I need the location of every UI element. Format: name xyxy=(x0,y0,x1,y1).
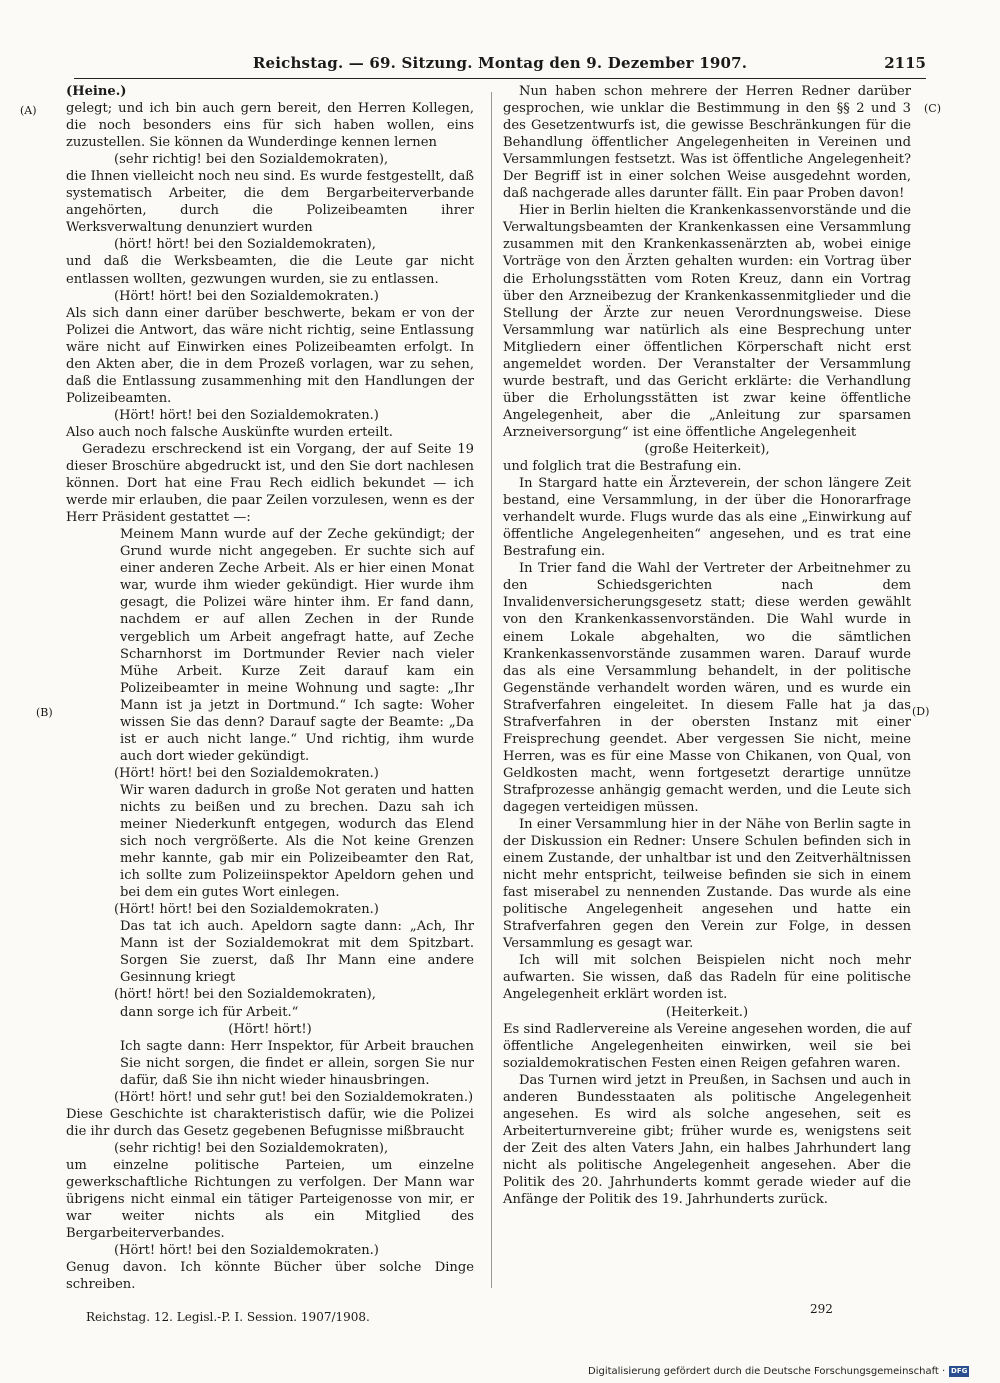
interjection: (sehr richtig! bei den Sozialdemokraten), xyxy=(114,152,389,168)
interjection: (hört! hört! bei den Sozialdemokraten), xyxy=(114,987,376,1003)
paragraph: und daß die Werksbeamten, die die Leute gar nicht entlassen wollten, gezwungen wurden, sie zu entlassen. xyxy=(66,254,474,287)
margin-marker-d: (D) xyxy=(912,705,930,718)
interjection: (Hört! hört! bei den Sozialdemokraten.) xyxy=(114,288,379,304)
margin-marker-c: (C) xyxy=(924,102,941,115)
paragraph: dann sorge ich für Arbeit.“ xyxy=(120,1004,299,1020)
paragraph: und folglich trat die Bestrafung ein. xyxy=(503,459,742,475)
running-header xyxy=(74,50,926,79)
sheet-number: 292 xyxy=(810,1302,833,1316)
margin-marker-b: (B) xyxy=(36,706,53,719)
paragraph: Nun haben schon mehrere der Herren Redner darüber gesprochen, wie unklar die Bestimmung in den §§ 2 und 3 des Gesetzentwurfs ist, die gewisse Beschränkungen für die Behandlung öffentlicher Angelegenheiten in Vereinen und Versammlungen festsetzt. Was ist öffentliche Angelegenheit? Der Begriff ist in einer solchen Weise ausgedehnt worden, daß nachgerade alles darunter fällt. Ein paar Proben davon! xyxy=(503,84,911,202)
paragraph: die Ihnen vielleicht noch neu sind. Es wurde festgestellt, daß systematisch Arbeiter, die dem Bergarbeiterverbande angehörten, durch die Polizeibeamten ihrer Werksverwaltung denunziert wurden xyxy=(66,169,474,236)
interjection: (große Heiterkeit), xyxy=(644,441,770,457)
paragraph: In Stargard hatte ein Ärzteverein, der schon längere Zeit bestand, eine Versammlung, in der über die Honorarfrage verhandelt wurde. Flugs wurde das als eine „Einwirkung auf öffentliche Angelegenheiten“ angesehen, und es trat eine Bestrafung ein. xyxy=(503,476,911,560)
paragraph: Es sind Radlervereine als Vereine angesehen worden, die auf öffentliche Angelegenheiten einwirken, weil sie bei sozialdemokratischen Festen einen Reigen gefahren waren. xyxy=(503,1021,911,1071)
paragraph: Ich will mit solchen Beispielen nicht noch mehr aufwarten. Sie wissen, daß das Radeln für eine politische Angelegenheit erklärt worden ist. xyxy=(503,953,911,1003)
paragraph: Geradezu erschreckend ist ein Vorgang, der auf Seite 19 dieser Broschüre abgedruckt ist, und den Sie dort nachlesen können. Dort hat eine Frau Rech eidlich bekundet — ich werde mir erlauben, die paar Zeilen vorzulesen, wenn es der Herr Präsident gestattet —: xyxy=(66,441,474,526)
paragraph: Meinem Mann wurde auf der Zeche gekündigt; der Grund wurde nicht angegeben. Er suchte sich auf einer anderen Zeche Arbeit. Als er hier einen Monat war, wurde ihm wieder gekündigt. Hier wurde ihm gesagt, die Polizei wäre hinter ihm. Er fand dann, nachdem er auf allen Zechen in der Runde vergeblich um Arbeit angefragt hatte, auf Zeche Scharnhorst im Dortmunder Revier nach vieler Mühe Arbeit. Kurze Zeit darauf kam ein Polizeibeamter in meine Wohnung und sagte: „Ihr Mann ist ja jetzt in Dortmund.“ Ich sagte: Woher wissen Sie das denn? Darauf sagte der Beamte: „Da ist er auch nicht lange.“ Und richtig, ihm wurde auch dort wieder gekündigt. xyxy=(120,527,474,764)
paragraph: Hier in Berlin hielten die Krankenkassenvorstände und die Verwaltungsbeamten der Krankenkassen eine Versammlung zusammen mit den Krankenkassenärzten ab, wobei einige Vorträge von den Ärzten gehalten wurden: ein Vortrag über die Erholungsstätten vom Roten Kreuz, dann ein Vortrag über den Arzneibezug der Krankenkassenmitglieder und die Stellung der Ärzte zur neuen Verordnungsweise. Diese Versammlung war natürlich als eine Besprechung unter Mitgliedern einer öffentlichen Körperschaft nicht erst angemeldet worden. Der Veranstalter der Versammlung wurde bestraft, und das Gericht erklärte: die Verhandlung über die Erholungsstätten ist zwar keine öffentliche Angelegenheit, aber die „Anleitung zur sparsamen Arzneiversorgung“ ist eine öffentliche Angelegenheit xyxy=(503,203,911,440)
paragraph: Also auch noch falsche Auskünfte wurden erteilt. xyxy=(66,424,393,440)
paragraph: Das tat ich auch. Apeldorn sagte dann: „Ach, Ihr Mann ist der Sozialdemokrat mit dem Spitzbart. Sorgen Sie zuerst, daß Ihr Mann eine andere Gesinnung kriegt xyxy=(120,919,474,986)
interjection: (Hört! hört!) xyxy=(228,1021,312,1037)
paragraph: In einer Versammlung hier in der Nähe von Berlin sagte in der Diskussion ein Redner: Unsere Schulen befinden sich in einem Zustande, der unhaltbar ist und den Zeitverhältnissen nicht mehr entspricht, teilweise befinden sie sich in einem fast miserabel zu nennenden Zustande. Das wurde als eine politische Angelegenheit angesehen und hatte ein Strafverfahren gegen den Verein zur Folge, in dessen Versammlung es gesagt war. xyxy=(503,817,911,952)
interjection: (Hört! hört! bei den Sozialdemokraten.) xyxy=(114,902,379,918)
paragraph: Das Turnen wird jetzt in Preußen, in Sachsen und auch in anderen Bundesstaaten als politische Angelegenheit angesehen. Es wird als solche angesehen, seit es Arbeiterturnvereine gibt; früher wurde es, wenigstens seit der Zeit des alten Vaters Jahn, ein halbes Jahrhundert lang nicht als politische Angelegenheit angesehen. Aber die Politik des 20. Jahrhunderts kommt gerade wieder auf die Anfänge der Politik des 19. Jahrhunderts zurück. xyxy=(503,1072,911,1208)
interjection: (Hört! hört! und sehr gut! bei den Sozialdemokraten.) xyxy=(114,1089,474,1105)
interjection: (Hört! hört! bei den Sozialdemokraten.) xyxy=(114,1243,379,1259)
interjection: (hört! hört! bei den Sozialdemokraten), xyxy=(114,237,376,253)
paragraph: um einzelne politische Parteien, um einzelne gewerkschaftliche Richtungen zu verfolgen. Der Mann war übrigens nicht einmal ein tätiger Parteigenosse von mir, er war weiter nichts als ein Mitglied des Bergarbeiterverbandes. xyxy=(66,1157,474,1242)
paragraph: Ich sagte dann: Herr Inspektor, für Arbeit brauchen Sie nicht sorgen, die findet er allein, sorgen Sie nur dafür, daß Sie ihn nicht wieder hinausbringen. xyxy=(120,1038,474,1088)
funding-credit xyxy=(588,1366,969,1377)
paragraph: In Trier fand die Wahl der Vertreter der Arbeitnehmer zu den Schiedsgerichten nach dem Invalidenversicherungsgesetz statt; diese werden gewählt von den Krankenkassenvorständen. Die Wahl wurde in einem Lokale abgehalten, wo die sämtlichen Krankenkassenvorstände zusammen waren. Darauf wurde das als eine Versammlung behandelt, in der politische Gegenstände verhandelt worden wären, und es wurde ein Strafverfahren eingeleitet. In diesem Falle hat ja das Strafverfahren in der obersten Instanz mit einer Freisprechung geendet. Aber vergessen Sie nicht, meine Herren, was es für eine Masse von Chikanen, von Qual, von Geldkosten macht, wenn fortgesetzt derartige unnütze Strafprozesse anhängig gemacht werden, und die Leute sich dagegen verteidigen müssen. xyxy=(503,561,911,815)
page-number: 2115 xyxy=(884,54,926,72)
interjection: (Hört! hört! bei den Sozialdemokraten.) xyxy=(114,765,379,781)
funding-note: Digitalisierung gefördert durch die Deutsche Forschungsgemeinschaft · xyxy=(588,1366,946,1377)
paragraph: gelegt; und ich bin auch gern bereit, den Herren Kollegen, die noch besonders eins für sich haben wollen, eins zuzustellen. Sie können da Wunderdinge kennen lernen xyxy=(66,101,474,151)
column-divider xyxy=(491,92,492,1288)
interjection: (Hört! hört! bei den Sozialdemokraten.) xyxy=(114,407,379,423)
running-title: Reichstag. — 69. Sitzung. Montag den 9. Dezember 1907. xyxy=(252,54,748,72)
paragraph: Als sich dann einer darüber beschwerte, bekam er von der Polizei die Antwort, das wäre nicht richtig, seine Entlassung wäre nicht auf Einwirken eines Polizeibeamten erfolgt. In den Akten aber, die in dem Prozeß vorlagen, war zu sehen, daß die Entlassung zusammenhing mit den Handlungen der Polizeibeamten. xyxy=(66,305,474,406)
dfg-logo-icon: DFG xyxy=(951,1367,968,1375)
interjection: (sehr richtig! bei den Sozialdemokraten), xyxy=(114,1140,389,1156)
session-footer: Reichstag. 12. Legisl.-P. I. Session. 1907/1908. xyxy=(86,1310,370,1324)
speaker-name: (Heine.) xyxy=(66,84,127,99)
left-column xyxy=(66,83,474,1293)
paragraph: Genug davon. Ich könnte Bücher über solche Dinge schreiben. xyxy=(66,1260,474,1293)
right-column xyxy=(503,83,911,1208)
paragraph: Wir waren dadurch in große Not geraten und hatten nichts zu beißen und zu brechen. Dazu sah ich meiner Niederkunft entgegen, wodurch das Elend sich noch vergrößerte. Als die Not keine Grenzen mehr kannte, gab mir ein Polizeibeamter den Rat, ich sollte zum Polizeiinspektor Apeldorn gehen und bei dem ein gutes Wort einlegen. xyxy=(120,782,474,901)
paragraph: Diese Geschichte ist charakteristisch dafür, wie die Polizei die ihr durch das Gesetz gegebenen Befugnisse mißbraucht xyxy=(66,1106,474,1139)
interjection: (Heiterkeit.) xyxy=(665,1004,749,1020)
margin-marker-a: (A) xyxy=(20,104,37,117)
